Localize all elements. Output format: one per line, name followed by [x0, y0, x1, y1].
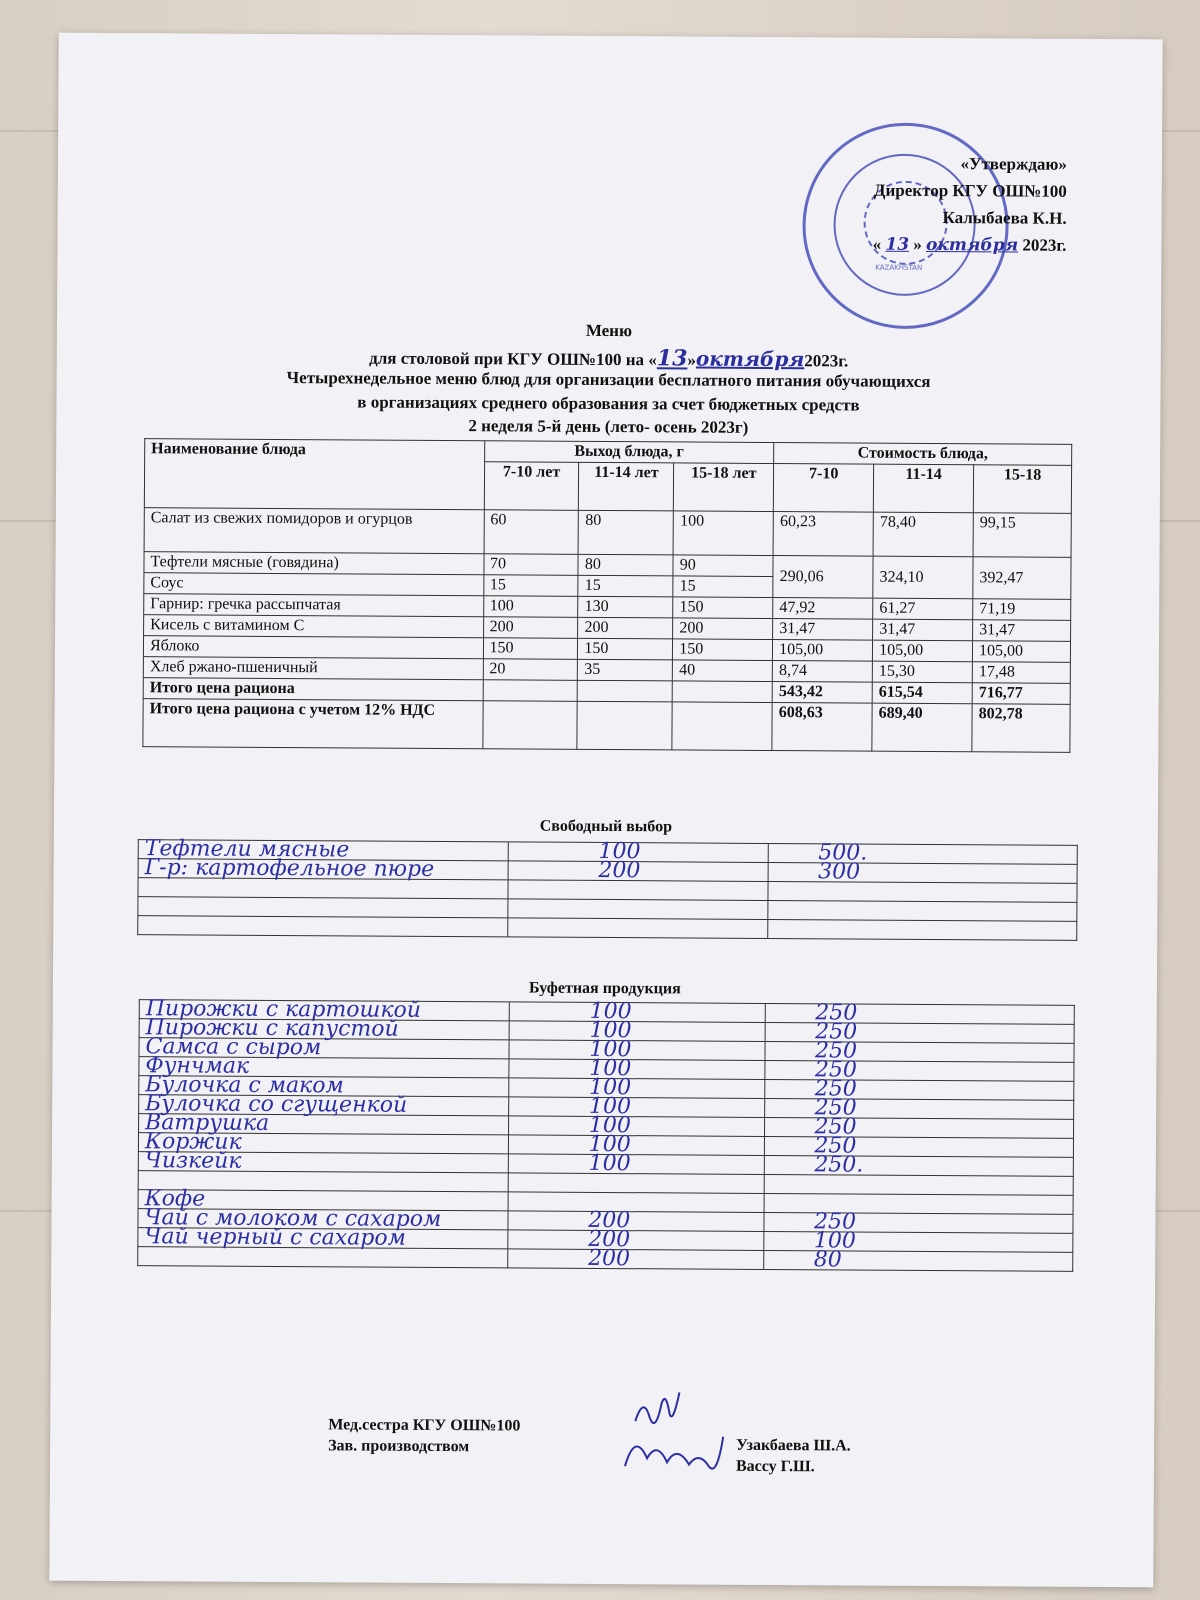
document-page	[49, 33, 1162, 1588]
stamp-emblem-text: KAZAKHSTAN	[875, 263, 923, 272]
col-header-cost: Стоимость блюда,	[774, 443, 1072, 466]
table-row: Тефтели мясные (говядина) 70 80 90 290,06 324,10 392,47	[144, 552, 1071, 579]
col-header-name: Наименование блюда	[144, 439, 484, 510]
approval-month-handwritten: октября	[926, 234, 1019, 256]
table-row: Пирожки с картошкой 100 250	[139, 1000, 1074, 1025]
col-age-15-18: 15-18 лет	[674, 463, 774, 512]
table-row: Ватрушка 100 250	[139, 1114, 1074, 1139]
buffet-title: Буфетная продукция	[528, 979, 681, 998]
menu-day-handwritten: 13	[656, 345, 688, 372]
free-choice-table	[137, 836, 1078, 941]
free-choice-title: Свободный выбор	[539, 817, 673, 836]
approval-line-3: Калыбаева К.Н.	[942, 208, 1067, 228]
table-row: Тефтели мясные 100 500.	[138, 840, 1077, 865]
table-row: Чай черный с сахаром 200 100	[138, 1228, 1073, 1253]
total-vat-row: Итого цена рациона с учетом 12% НДС 608,63 689,40 802,78	[143, 699, 1070, 753]
nurse-name: Узакбаева Ш.А.	[736, 1436, 851, 1455]
table-row: Салат из свежих помидоров и огурцов 60 80 100 60,23 78,40 99,15	[144, 508, 1071, 558]
menu-month-handwritten: октября	[695, 346, 805, 372]
col-age-11-14: 11-14 лет	[579, 462, 674, 511]
approval-date: « 13 » октября 2023г.	[872, 234, 1067, 256]
menu-table	[142, 438, 1072, 753]
table-row: Г-р: картофельное пюре 200 300	[138, 859, 1077, 884]
signature-roles	[328, 1414, 520, 1457]
approval-day-handwritten: 13	[885, 234, 910, 255]
table-row: Коржик 100 250	[138, 1133, 1073, 1158]
col-cost-15-18: 15-18	[973, 465, 1071, 514]
table-row: Фунчмак 100 250	[139, 1057, 1074, 1082]
chef-name: Вассу Г.Ш.	[735, 1457, 815, 1476]
col-cost-11-14: 11-14	[873, 464, 973, 513]
menu-subtitle-2: в организациях среднего образования за счет бюджетных средств	[357, 392, 860, 415]
buffet-table	[137, 996, 1075, 1273]
col-cost-7-10: 7-10	[774, 464, 874, 513]
menu-title: Меню	[585, 320, 633, 341]
col-header-yield: Выход блюда, г	[484, 441, 774, 464]
signature-names	[736, 1435, 851, 1478]
menu-week-day: 2 неделя 5-й день (лето- осень 2023г)	[468, 416, 749, 437]
table-row: Гарнир: гречка рассыпчатая 100 130 150 47,92 61,27 71,19	[144, 594, 1071, 621]
chef-role: Зав. производством	[328, 1437, 470, 1456]
table-row: Пирожки с капустой 100 250	[139, 1019, 1074, 1044]
table-row: Булочка с маком 100 250	[139, 1076, 1074, 1101]
table-row: Соус 15 15 15	[144, 573, 1071, 600]
table-row: Яблоко 150 150 150 105,00 105,00 105,00	[143, 636, 1070, 663]
table-row: Чай с молоком с сахаром 200 250	[138, 1209, 1073, 1234]
table-row: Чизкейк 100 250.	[138, 1152, 1073, 1177]
menu-subtitle: Четырехнедельное меню блюд для организации бесплатного питания обучающихся	[286, 368, 931, 391]
table-row: Кофе	[138, 1190, 1073, 1215]
table-row: Булочка со сгущенкой 100 250	[139, 1095, 1074, 1120]
total-row: Итого цена рациона 543,42 615,54 716,77	[143, 678, 1070, 705]
table-row: Кисель с витамином С 200 200 200 31,47 31,47 31,47	[144, 615, 1071, 642]
menu-date-line: для столовой при КГУ ОШ№100 на «13»октября2023г.	[369, 345, 849, 372]
col-age-7-10: 7-10 лет	[484, 462, 579, 511]
nurse-role: Мед.сестра КГУ ОШ№100	[328, 1416, 521, 1435]
approval-line-2: Директор КГУ ОШ№100	[873, 180, 1067, 201]
approval-line-1: «Утверждаю»	[960, 154, 1068, 174]
table-row: 200 80	[138, 1247, 1073, 1272]
table-row: Самса с сыром 100 250	[139, 1038, 1074, 1063]
approval-block	[873, 150, 1067, 260]
table-row: Хлеб ржано-пшеничный 20 35 40 8,74 15,30 17,48	[143, 657, 1070, 684]
